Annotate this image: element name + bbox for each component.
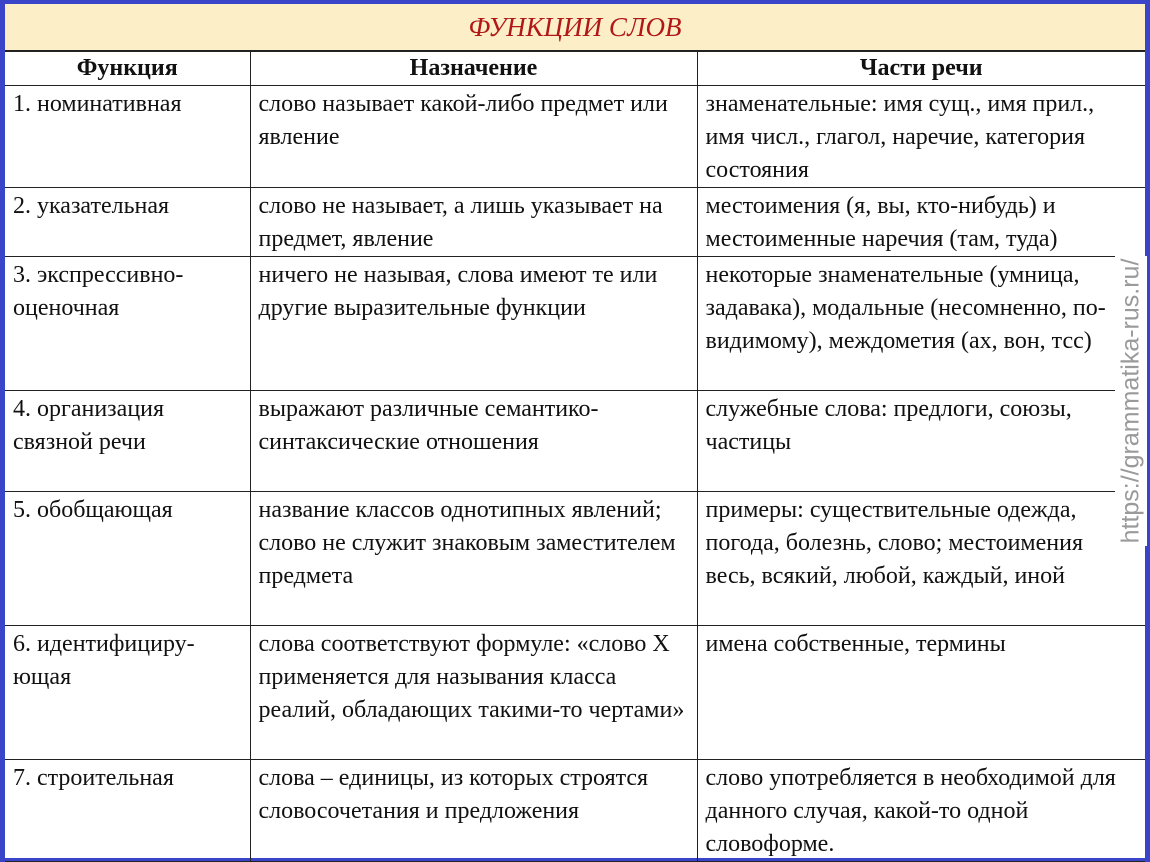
purpose-cell: слова соответствуют формуле: «слово Х применяется для называния класса реалий, обладающих такими-то чертами»	[250, 626, 697, 760]
parts-of-speech-cell: имена собственные, термины	[697, 626, 1145, 760]
function-cell: 3. экспрессивно-оценочная	[5, 257, 250, 391]
parts-of-speech-cell: служебные слова: предлоги, союзы, частицы	[697, 391, 1145, 492]
parts-of-speech-cell: местоимения (я, вы, кто-нибудь) и местоименные наречия (там, туда)	[697, 188, 1145, 257]
header-parts-of-speech: Части речи	[697, 52, 1145, 86]
table-row	[5, 188, 1145, 257]
parts-of-speech-cell: некоторые знаменательные (умница, задавака), модальные (несомненно, по-видимому), междометия (ах, вон, тсс)	[697, 257, 1145, 391]
table-row	[5, 492, 1145, 626]
functions-table	[5, 51, 1145, 862]
purpose-cell: название классов однотипных явлений; слово не служит знаковым заместителем предмета	[250, 492, 697, 626]
header-purpose: Назначение	[250, 52, 697, 86]
table-row	[5, 391, 1145, 492]
purpose-cell: ничего не называя, слова имеют те или другие выразительные функции	[250, 257, 697, 391]
function-cell: 4. организация связной речи	[5, 391, 250, 492]
function-cell: 6. идентифициру-ющая	[5, 626, 250, 760]
function-cell: 5. обобщающая	[5, 492, 250, 626]
document-frame	[5, 4, 1145, 858]
table-row	[5, 86, 1145, 188]
table-row	[5, 257, 1145, 391]
parts-of-speech-cell: слово употребляется в необходимой для данного случая, какой-то одной словоформе.	[697, 760, 1145, 862]
function-cell: 2. указательная	[5, 188, 250, 257]
table-title: ФУНКЦИИ СЛОВ	[5, 4, 1145, 51]
parts-of-speech-cell: знаменательные: имя сущ., имя прил., имя числ., глагол, наречие, категория состояния	[697, 86, 1145, 188]
parts-of-speech-cell: примеры: существительные одежда, погода, болезнь, слово; местоимения весь, всякий, любой, каждый, иной	[697, 492, 1145, 626]
table-row	[5, 626, 1145, 760]
watermark: https://grammatika-rus.ru/	[1115, 256, 1147, 546]
function-cell: 7. строительная	[5, 760, 250, 862]
table-row	[5, 760, 1145, 862]
purpose-cell: слова – единицы, из которых строятся словосочетания и предложения	[250, 760, 697, 862]
header-row	[5, 52, 1145, 86]
purpose-cell: слово называет какой-либо предмет или явление	[250, 86, 697, 188]
function-cell: 1. номинативная	[5, 86, 250, 188]
header-function: Функция	[5, 52, 250, 86]
purpose-cell: слово не называет, а лишь указывает на предмет, явление	[250, 188, 697, 257]
purpose-cell: выражают различные семантико-синтаксические отношения	[250, 391, 697, 492]
